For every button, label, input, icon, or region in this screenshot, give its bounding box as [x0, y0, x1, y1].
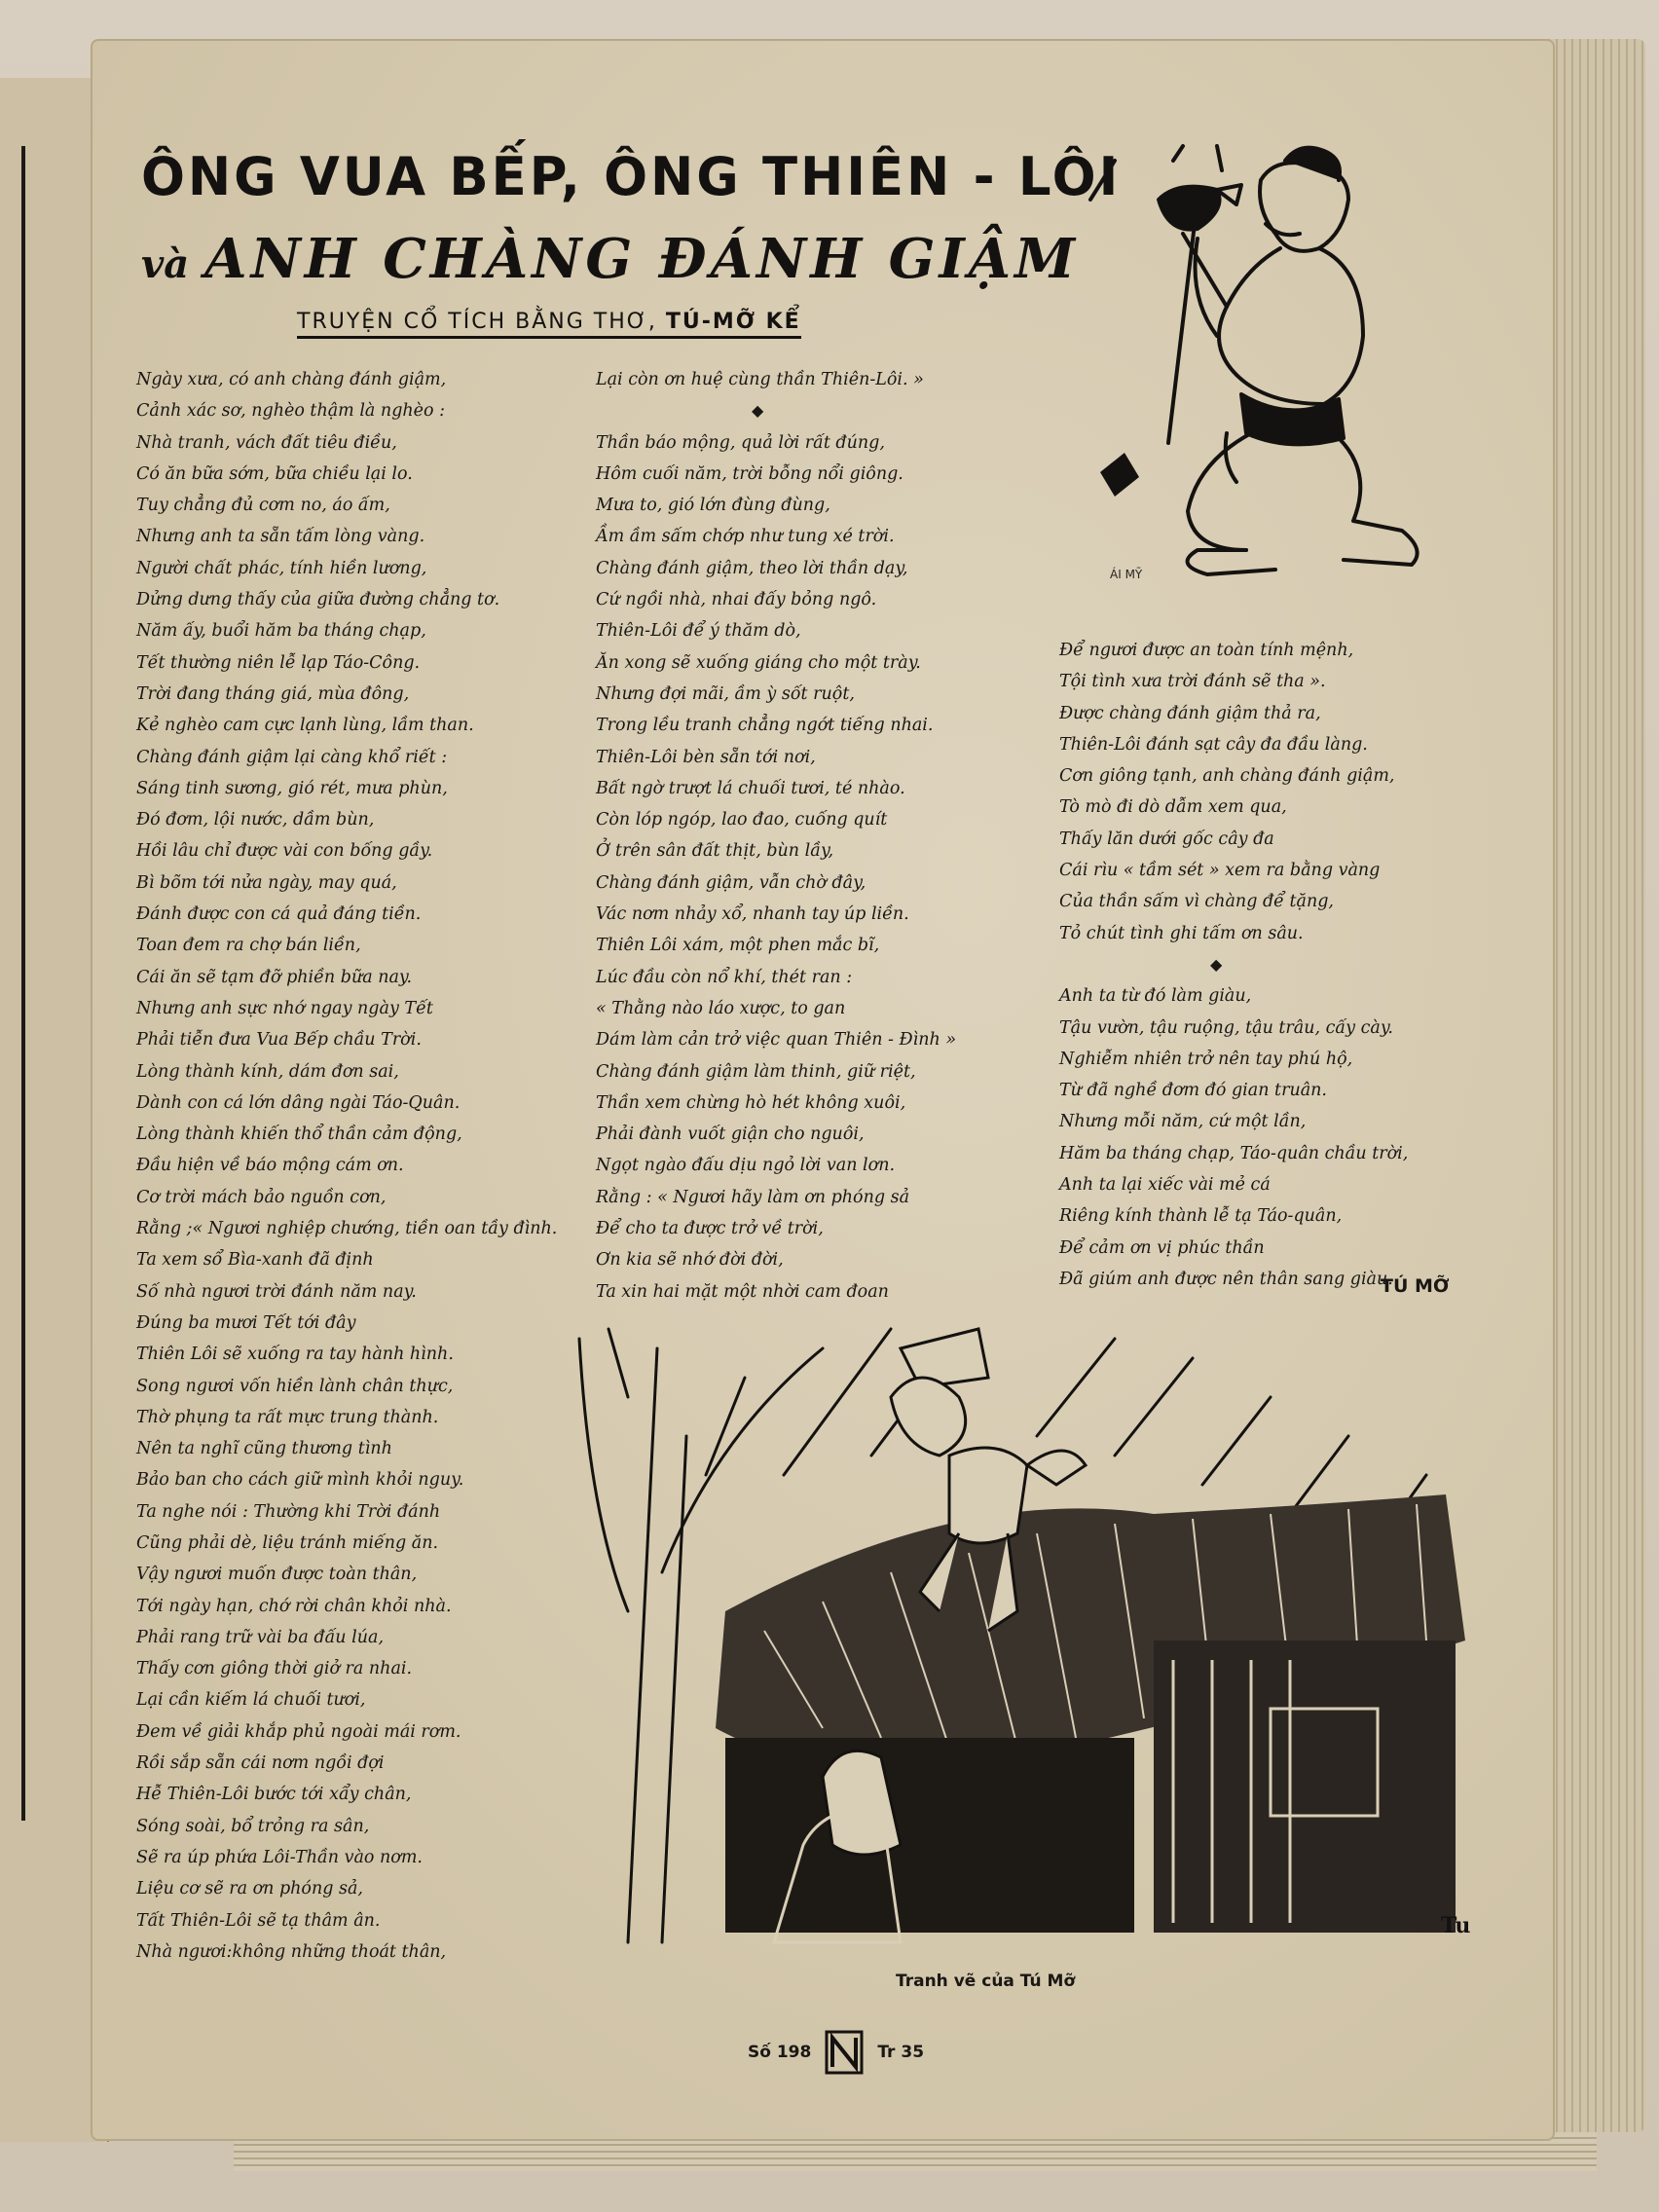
poem-line: Được chàng đánh giậm thả ra, — [1059, 703, 1321, 723]
poem-line: Riêng kính thành lễ tạ Táo-quân, — [1059, 1206, 1343, 1227]
poem-line: Ngọt ngào đấu dịu ngỏ lời van lơn. — [596, 1156, 896, 1176]
poem-line: Đã giúm anh được nên thân sang giàu. — [1059, 1269, 1393, 1289]
poem-line: Còn lóp ngóp, lao đao, cuống quít — [596, 810, 888, 830]
poem-line: Dửng dưng thấy của giữa đường chẳng tơ. — [136, 590, 500, 610]
poem-line: Sẽ ra úp phứa Lôi-Thần vào nơm. — [136, 1847, 423, 1867]
poem-line: Nhà tranh, vách đất tiêu điều, — [136, 432, 397, 453]
poem-line: Lòng thành kính, dám đơn sai, — [136, 1061, 399, 1082]
poem-line: Tội tình xưa trời đánh sẽ tha ». — [1059, 672, 1326, 692]
poem-line: Số nhà ngươi trời đánh năm nay. — [136, 1281, 417, 1302]
poem-line: Vác nơm nhảy xổ, nhanh tay úp liền. — [596, 904, 909, 925]
poem-line: Chàng đánh giậm lại càng khổ riết : — [136, 747, 448, 767]
poem-line: Thấy lăn dưới gốc cây đa — [1059, 829, 1274, 849]
issue-number: Số 198 — [748, 2043, 812, 2062]
illustration-2-caption: Tranh vẽ của Tú Mỡ — [896, 1972, 1076, 1991]
poem-line: « Thằng nào láo xược, to gan — [596, 998, 846, 1018]
subtitle-text: TRUYỆN CỔ TÍCH BẰNG THƠ, — [297, 310, 657, 334]
poem-line: Bì bõm tới nửa ngày, may quá, — [136, 872, 397, 893]
poem-line: Rằng ;« Ngươi nghiệp chướng, tiền oan tầy đình. — [136, 1219, 558, 1239]
poem-line: Ta nghe nói : Thường khi Trời đánh — [136, 1501, 441, 1522]
poem-line: Hôm cuối năm, trời bỗng nổi giông. — [596, 463, 903, 484]
poem-line: Chàng đánh giậm, theo lời thần dạy, — [596, 558, 908, 578]
magazine-logo-icon — [825, 2030, 864, 2075]
poem-line: Chàng đánh giậm làm thinh, giữ riệt, — [596, 1061, 916, 1082]
poem-line: Thờ phụng ta rất mực trung thành. — [136, 1407, 439, 1427]
title-line-2 — [141, 227, 1079, 291]
illustration-thunder-god — [1081, 141, 1431, 628]
poem-line: Nên ta nghĩ cũng thương tình — [136, 1439, 392, 1459]
poem-line: Đúng ba mươi Tết tới đây — [136, 1312, 356, 1333]
poem-line: Để cảm ơn vị phúc thần — [1059, 1237, 1265, 1258]
illustration-hut-scene — [570, 1319, 1480, 1957]
poem-line: Thiên Lôi sẽ xuống ra tay hành hình. — [136, 1345, 454, 1365]
poem-line: Thiên-Lôi bèn sẵn tới nơi, — [596, 747, 816, 767]
page-footer — [748, 2030, 924, 2075]
poem-line: Cũng phải dè, liệu tránh miếng ăn. — [136, 1532, 439, 1553]
poem-line: Thần báo mộng, quả lời rất đúng, — [596, 432, 885, 453]
poem-line: Chàng đánh giậm, vẫn chờ đây, — [596, 872, 866, 893]
poem-line: Hăm ba tháng chạp, Táo-quân chầu trời, — [1059, 1143, 1409, 1163]
poem-line: Có ăn bữa sớm, bữa chiều lại lo. — [136, 463, 413, 484]
poem-line: Ăn xong sẽ xuống giáng cho một trày. — [596, 652, 921, 673]
poem-line: Cơn giông tạnh, anh chàng đánh giậm, — [1059, 766, 1395, 787]
poem-line: Nhưng anh ta sẵn tấm lòng vàng. — [136, 527, 425, 547]
poem-line: Rằng : « Ngươi hãy làm ơn phóng sả — [596, 1187, 910, 1207]
poem-line: Kẻ nghèo cam cực lạnh lùng, lầm than. — [136, 716, 474, 736]
poem-line: Cứ ngồi nhà, nhai đấy bỏng ngô. — [596, 590, 877, 610]
poem-line: Để cho ta được trở về trời, — [596, 1219, 824, 1239]
poem-line: Dám làm cản trở việc quan Thiên - Đình » — [596, 1030, 957, 1051]
poem-line: Thần xem chừng hò hét không xuôi, — [596, 1092, 906, 1113]
poem-line: Bất ngờ trượt lá chuối tươi, té nhào. — [596, 778, 905, 798]
poem-line: Lại còn ơn huệ cùng thần Thiên-Lôi. » — [596, 370, 924, 389]
poem-line: Nhà ngươi:không những thoát thân, — [136, 1941, 447, 1962]
poem-line: Đầu hiện về báo mộng cám ơn. — [136, 1156, 404, 1176]
poem-line: Hễ Thiên-Lôi bước tới xẩy chân, — [136, 1785, 412, 1805]
title-main: ANH CHÀNG ĐÁNH GIẬM — [204, 227, 1080, 291]
poem-line: Ở trên sân đất thịt, bùn lầy, — [596, 841, 834, 862]
poem-line: Anh ta từ đó làm giàu, — [1059, 986, 1252, 1007]
poem-line: Từ đã nghề đơm đó gian truân. — [1059, 1081, 1327, 1101]
poem-line: Ầm ầm sấm chớp như tung xé trời. — [596, 527, 895, 547]
poem-line: Phải rang trữ vài ba đấu lúa, — [136, 1627, 385, 1647]
poem-line: Ta xin hai mặt một nhời cam đoan — [596, 1281, 889, 1302]
stanza-separator: ◆ — [752, 401, 764, 421]
poem-line: Tỏ chút tình ghi tấm ơn sâu. — [1059, 923, 1304, 943]
poem-line: Đem về giải khắp phủ ngoài mái rơm. — [136, 1721, 461, 1742]
subtitle-author: TÚ-MỠ KỂ — [665, 310, 801, 334]
poem-line: Dành con cá lớn dâng ngài Táo-Quân. — [136, 1092, 461, 1113]
subtitle — [297, 310, 801, 339]
poem-line: Ơn kia sẽ nhớ đời đời, — [596, 1250, 784, 1271]
poem-line: Cái ăn sẽ tạm đỡ phiền bữa nay. — [136, 967, 413, 987]
poem-column-3 — [1059, 635, 1408, 1295]
title-conjunction: và — [141, 241, 190, 287]
poem-line: Thiên-Lôi đánh sạt cây đa đầu làng. — [1059, 734, 1368, 755]
poem-line: Lại cần kiếm lá chuối tươi, — [136, 1690, 366, 1711]
poem-line: Lúc đầu còn nổ khí, thét ran : — [596, 967, 853, 987]
poem-line: Liệu cơ sẽ ra ơn phóng sả, — [136, 1879, 363, 1899]
poem-line: Phải đành vuốt giận cho nguôi, — [596, 1124, 865, 1145]
poem-line: Tới ngày hạn, chớ rời chân khỏi nhà. — [136, 1596, 452, 1616]
poem-line: Sóng soài, bổ trỏng ra sân, — [136, 1816, 370, 1836]
poem-line: Ngày xưa, có anh chàng đánh giậm, — [136, 370, 447, 389]
poem-line: Song ngươi vốn hiền lành chân thực, — [136, 1376, 454, 1396]
poem-line: Toan đem ra chợ bán liền, — [136, 936, 361, 956]
poem-line: Nhưng đợi mãi, ầm ỳ sốt ruột, — [596, 683, 855, 704]
poem-line: Thấy cơn giông thời giở ra nhai. — [136, 1659, 413, 1679]
poem-line: Người chất phác, tính hiền lương, — [136, 558, 427, 578]
poem-line: Cái rìu « tầm sét » xem ra bằng vàng — [1059, 861, 1381, 881]
poem-line: Sáng tinh sương, gió rét, mưa phùn, — [136, 778, 448, 798]
poem-line: Nhưng anh sực nhớ ngay ngày Tết — [136, 998, 433, 1018]
poem-line: Nhưng mỗi năm, cứ một lần, — [1059, 1112, 1307, 1132]
left-page-border — [0, 146, 25, 1821]
poem-line: Cơ trời mách bảo nguồn cơn, — [136, 1187, 387, 1207]
poem-line: Cảnh xác sơ, nghèo thậm là nghèo : — [136, 401, 446, 422]
poem-column-2 — [596, 364, 956, 1308]
poem-line: Đó đơm, lội nước, dầm bùn, — [136, 810, 375, 830]
stanza-separator: ◆ — [1210, 954, 1223, 974]
poem-line: Mưa to, gió lớn đùng đùng, — [596, 496, 830, 516]
poem-line: Thiên Lôi xám, một phen mắc bĩ, — [596, 936, 880, 956]
poem-line: Ta xem sổ Bìa-xanh đã định — [136, 1250, 374, 1271]
poem-line: Phải tiễn đưa Vua Bếp chầu Trời. — [136, 1030, 422, 1051]
poem-line: Nghiễm nhiên trở nên tay phú hộ, — [1059, 1049, 1353, 1069]
poem-line: Rồi sắp sẵn cái nơm ngồi đợi — [136, 1753, 385, 1774]
signature: TÚ MỠ — [1381, 1275, 1450, 1297]
poem-line: Tất Thiên-Lôi sẽ tạ thâm ân. — [136, 1910, 381, 1931]
poem-line: Đánh được con cá quả đáng tiền. — [136, 904, 422, 925]
poem-line: Bảo ban cho cách giữ mình khỏi nguy. — [136, 1470, 464, 1491]
poem-line: Lòng thành khiến thổ thần cảm động, — [136, 1124, 462, 1145]
poem-line: Tết thường niên lễ lạp Táo-Công. — [136, 652, 421, 673]
poem-line: Anh ta lại xiếc vài mẻ cá — [1059, 1175, 1271, 1196]
poem-line: Tuy chẳng đủ cơm no, áo ấm, — [136, 496, 390, 516]
poem-line: Tò mò đi dò dẫm xem qua, — [1059, 797, 1287, 818]
poem-line: Tậu vườn, tậu ruộng, tậu trâu, cấy cày. — [1059, 1017, 1393, 1038]
poem-line: Thiên-Lôi để ý thăm dò, — [596, 621, 801, 642]
poem-line: Vậy ngươi muốn được toàn thân, — [136, 1565, 418, 1585]
title-line-1: ÔNG VUA BẾP, ÔNG THIÊN - LÔI — [141, 146, 1122, 207]
poem-line: Năm ấy, buổi hăm ba tháng chạp, — [136, 621, 426, 642]
poem-line: Để ngươi được an toàn tính mệnh, — [1059, 641, 1354, 660]
poem-column-1 — [136, 364, 557, 1968]
illustration-2-signature: Tu — [1441, 1913, 1471, 1938]
poem-line: Hồi lâu chỉ được vài con bống gầy. — [136, 841, 433, 862]
poem-line: Của thần sấm vì chàng để tặng, — [1059, 892, 1334, 912]
poem-line: Trời đang tháng giá, mùa đông, — [136, 683, 410, 704]
poem-line: Trong lều tranh chẳng ngớt tiếng nhai. — [596, 716, 934, 736]
illustration-1-caption: ÁI MỸ — [1110, 568, 1143, 581]
page-number: Tr 35 — [877, 2043, 925, 2062]
